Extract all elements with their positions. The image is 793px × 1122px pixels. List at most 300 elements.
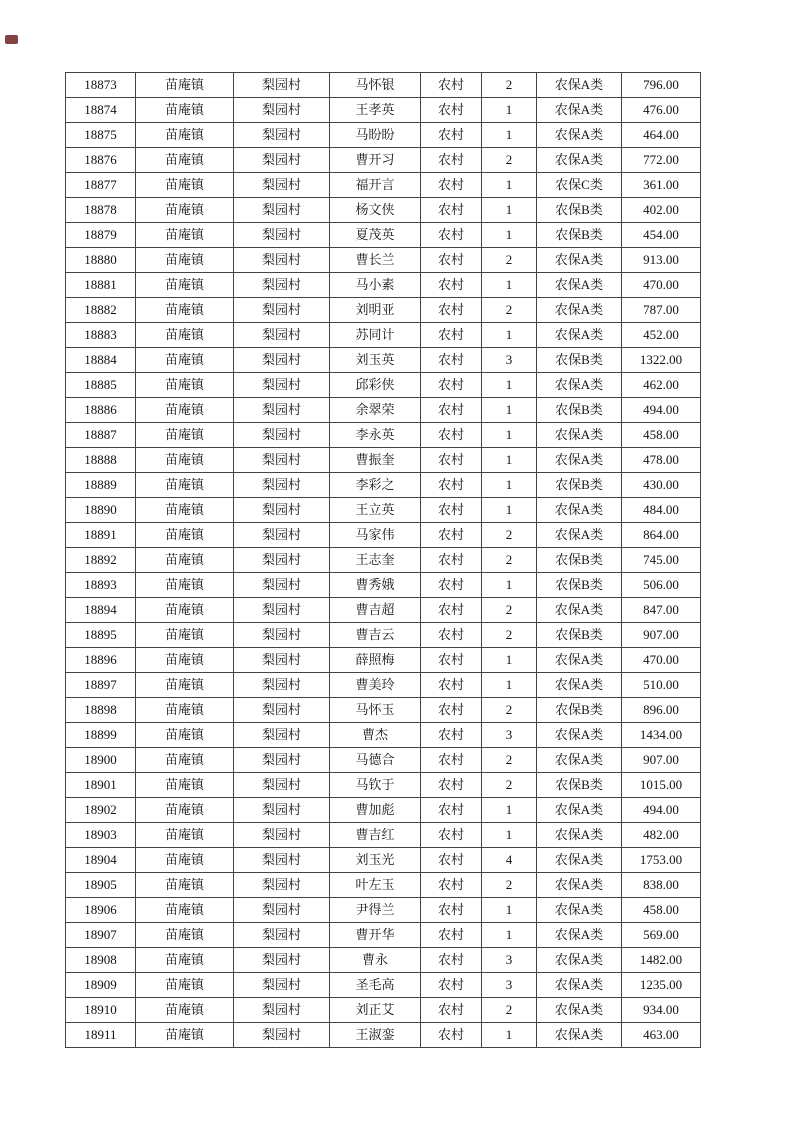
cell-town: 苗庵镇 <box>136 323 234 348</box>
cell-count: 2 <box>482 548 537 573</box>
cell-id: 18885 <box>66 373 136 398</box>
cell-town: 苗庵镇 <box>136 73 234 98</box>
cell-area_type: 农村 <box>421 773 482 798</box>
cell-town: 苗庵镇 <box>136 648 234 673</box>
cell-category: 农保B类 <box>537 198 622 223</box>
cell-village: 梨园村 <box>234 748 330 773</box>
table-row <box>66 298 701 323</box>
table-row <box>66 698 701 723</box>
cell-id: 18895 <box>66 623 136 648</box>
cell-count: 1 <box>482 823 537 848</box>
cell-amount: 470.00 <box>622 273 701 298</box>
cell-id: 18889 <box>66 473 136 498</box>
cell-amount: 1753.00 <box>622 848 701 873</box>
cell-name: 曹开习 <box>330 148 421 173</box>
cell-id: 18874 <box>66 98 136 123</box>
cell-category: 农保A类 <box>537 123 622 148</box>
cell-amount: 847.00 <box>622 598 701 623</box>
cell-amount: 452.00 <box>622 323 701 348</box>
cell-area_type: 农村 <box>421 98 482 123</box>
cell-town: 苗庵镇 <box>136 273 234 298</box>
cell-name: 曹吉超 <box>330 598 421 623</box>
cell-id: 18875 <box>66 123 136 148</box>
cell-id: 18904 <box>66 848 136 873</box>
cell-id: 18910 <box>66 998 136 1023</box>
cell-category: 农保A类 <box>537 298 622 323</box>
cell-id: 18900 <box>66 748 136 773</box>
cell-village: 梨园村 <box>234 323 330 348</box>
cell-area_type: 农村 <box>421 823 482 848</box>
table-row <box>66 398 701 423</box>
cell-category: 农保B类 <box>537 573 622 598</box>
cell-area_type: 农村 <box>421 873 482 898</box>
cell-area_type: 农村 <box>421 223 482 248</box>
cell-count: 2 <box>482 598 537 623</box>
cell-village: 梨园村 <box>234 623 330 648</box>
cell-area_type: 农村 <box>421 473 482 498</box>
cell-count: 1 <box>482 373 537 398</box>
page-corner-mark <box>5 35 18 44</box>
cell-town: 苗庵镇 <box>136 673 234 698</box>
cell-id: 18901 <box>66 773 136 798</box>
cell-id: 18893 <box>66 573 136 598</box>
cell-name: 苏同计 <box>330 323 421 348</box>
cell-category: 农保C类 <box>537 173 622 198</box>
cell-village: 梨园村 <box>234 273 330 298</box>
table-row <box>66 798 701 823</box>
cell-name: 马德合 <box>330 748 421 773</box>
cell-amount: 476.00 <box>622 98 701 123</box>
cell-id: 18881 <box>66 273 136 298</box>
table-row <box>66 423 701 448</box>
cell-town: 苗庵镇 <box>136 948 234 973</box>
cell-id: 18876 <box>66 148 136 173</box>
table-row <box>66 948 701 973</box>
cell-village: 梨园村 <box>234 598 330 623</box>
table-row <box>66 598 701 623</box>
table-row <box>66 823 701 848</box>
cell-category: 农保A类 <box>537 273 622 298</box>
cell-count: 1 <box>482 498 537 523</box>
cell-town: 苗庵镇 <box>136 248 234 273</box>
cell-town: 苗庵镇 <box>136 873 234 898</box>
cell-id: 18907 <box>66 923 136 948</box>
cell-count: 3 <box>482 948 537 973</box>
cell-name: 马怀银 <box>330 73 421 98</box>
cell-category: 农保A类 <box>537 823 622 848</box>
cell-village: 梨园村 <box>234 573 330 598</box>
cell-village: 梨园村 <box>234 948 330 973</box>
cell-amount: 494.00 <box>622 798 701 823</box>
cell-amount: 1235.00 <box>622 973 701 998</box>
cell-count: 1 <box>482 923 537 948</box>
cell-amount: 1434.00 <box>622 723 701 748</box>
cell-count: 2 <box>482 248 537 273</box>
table-row <box>66 473 701 498</box>
cell-area_type: 农村 <box>421 998 482 1023</box>
cell-count: 1 <box>482 1023 537 1048</box>
cell-area_type: 农村 <box>421 748 482 773</box>
cell-village: 梨园村 <box>234 98 330 123</box>
cell-area_type: 农村 <box>421 948 482 973</box>
cell-town: 苗庵镇 <box>136 98 234 123</box>
cell-area_type: 农村 <box>421 348 482 373</box>
cell-area_type: 农村 <box>421 848 482 873</box>
cell-village: 梨园村 <box>234 223 330 248</box>
table-body <box>66 73 701 1048</box>
table-row <box>66 73 701 98</box>
cell-id: 18887 <box>66 423 136 448</box>
cell-count: 1 <box>482 573 537 598</box>
cell-town: 苗庵镇 <box>136 423 234 448</box>
cell-name: 王淑銮 <box>330 1023 421 1048</box>
cell-amount: 838.00 <box>622 873 701 898</box>
cell-name: 马家伟 <box>330 523 421 548</box>
cell-name: 李彩之 <box>330 473 421 498</box>
cell-name: 叶左玉 <box>330 873 421 898</box>
cell-count: 2 <box>482 148 537 173</box>
table-row <box>66 98 701 123</box>
cell-village: 梨园村 <box>234 798 330 823</box>
cell-amount: 484.00 <box>622 498 701 523</box>
cell-count: 1 <box>482 448 537 473</box>
cell-category: 农保A类 <box>537 98 622 123</box>
cell-area_type: 农村 <box>421 373 482 398</box>
cell-count: 2 <box>482 873 537 898</box>
table-row <box>66 923 701 948</box>
cell-name: 曹振奎 <box>330 448 421 473</box>
cell-amount: 907.00 <box>622 748 701 773</box>
cell-amount: 1322.00 <box>622 348 701 373</box>
cell-town: 苗庵镇 <box>136 598 234 623</box>
cell-name: 尹得兰 <box>330 898 421 923</box>
table-row <box>66 898 701 923</box>
cell-name: 王立英 <box>330 498 421 523</box>
cell-village: 梨园村 <box>234 923 330 948</box>
cell-id: 18898 <box>66 698 136 723</box>
cell-amount: 506.00 <box>622 573 701 598</box>
cell-name: 夏茂英 <box>330 223 421 248</box>
cell-amount: 454.00 <box>622 223 701 248</box>
cell-id: 18909 <box>66 973 136 998</box>
cell-area_type: 农村 <box>421 798 482 823</box>
cell-name: 杨文侠 <box>330 198 421 223</box>
cell-area_type: 农村 <box>421 1023 482 1048</box>
cell-id: 18896 <box>66 648 136 673</box>
cell-area_type: 农村 <box>421 498 482 523</box>
cell-name: 圣毛高 <box>330 973 421 998</box>
cell-area_type: 农村 <box>421 548 482 573</box>
cell-town: 苗庵镇 <box>136 298 234 323</box>
cell-area_type: 农村 <box>421 623 482 648</box>
table-row <box>66 273 701 298</box>
cell-area_type: 农村 <box>421 123 482 148</box>
table-row <box>66 173 701 198</box>
cell-amount: 430.00 <box>622 473 701 498</box>
cell-count: 3 <box>482 973 537 998</box>
cell-town: 苗庵镇 <box>136 173 234 198</box>
cell-amount: 796.00 <box>622 73 701 98</box>
cell-amount: 934.00 <box>622 998 701 1023</box>
cell-category: 农保A类 <box>537 948 622 973</box>
cell-town: 苗庵镇 <box>136 498 234 523</box>
cell-name: 马盼盼 <box>330 123 421 148</box>
subsidy-table <box>65 72 701 1048</box>
cell-category: 农保A类 <box>537 1023 622 1048</box>
cell-amount: 361.00 <box>622 173 701 198</box>
cell-category: 农保A类 <box>537 798 622 823</box>
cell-category: 农保A类 <box>537 448 622 473</box>
cell-amount: 463.00 <box>622 1023 701 1048</box>
cell-village: 梨园村 <box>234 998 330 1023</box>
table-row <box>66 548 701 573</box>
cell-name: 曹美玲 <box>330 673 421 698</box>
cell-area_type: 农村 <box>421 448 482 473</box>
cell-count: 2 <box>482 298 537 323</box>
cell-category: 农保B类 <box>537 548 622 573</box>
cell-id: 18892 <box>66 548 136 573</box>
cell-count: 2 <box>482 623 537 648</box>
cell-area_type: 农村 <box>421 648 482 673</box>
cell-count: 3 <box>482 348 537 373</box>
table-row <box>66 873 701 898</box>
cell-town: 苗庵镇 <box>136 998 234 1023</box>
cell-village: 梨园村 <box>234 198 330 223</box>
cell-village: 梨园村 <box>234 523 330 548</box>
cell-category: 农保A类 <box>537 523 622 548</box>
cell-amount: 458.00 <box>622 898 701 923</box>
cell-name: 邱彩侠 <box>330 373 421 398</box>
cell-count: 1 <box>482 198 537 223</box>
cell-category: 农保A类 <box>537 873 622 898</box>
cell-count: 1 <box>482 648 537 673</box>
cell-village: 梨园村 <box>234 148 330 173</box>
cell-village: 梨园村 <box>234 673 330 698</box>
cell-id: 18877 <box>66 173 136 198</box>
cell-name: 曹长兰 <box>330 248 421 273</box>
cell-town: 苗庵镇 <box>136 223 234 248</box>
cell-village: 梨园村 <box>234 348 330 373</box>
cell-name: 刘玉光 <box>330 848 421 873</box>
cell-town: 苗庵镇 <box>136 548 234 573</box>
cell-id: 18902 <box>66 798 136 823</box>
cell-town: 苗庵镇 <box>136 473 234 498</box>
cell-amount: 907.00 <box>622 623 701 648</box>
cell-area_type: 农村 <box>421 398 482 423</box>
cell-id: 18890 <box>66 498 136 523</box>
cell-amount: 462.00 <box>622 373 701 398</box>
cell-area_type: 农村 <box>421 523 482 548</box>
cell-name: 刘明亚 <box>330 298 421 323</box>
cell-name: 福开言 <box>330 173 421 198</box>
cell-id: 18891 <box>66 523 136 548</box>
cell-town: 苗庵镇 <box>136 823 234 848</box>
cell-area_type: 农村 <box>421 198 482 223</box>
cell-category: 农保A类 <box>537 648 622 673</box>
cell-id: 18882 <box>66 298 136 323</box>
cell-category: 农保A类 <box>537 973 622 998</box>
cell-name: 曹永 <box>330 948 421 973</box>
cell-id: 18903 <box>66 823 136 848</box>
cell-amount: 772.00 <box>622 148 701 173</box>
cell-name: 曹杰 <box>330 723 421 748</box>
cell-village: 梨园村 <box>234 823 330 848</box>
cell-town: 苗庵镇 <box>136 573 234 598</box>
cell-area_type: 农村 <box>421 173 482 198</box>
cell-town: 苗庵镇 <box>136 773 234 798</box>
cell-category: 农保B类 <box>537 348 622 373</box>
table-row <box>66 223 701 248</box>
table-row <box>66 498 701 523</box>
cell-amount: 1015.00 <box>622 773 701 798</box>
cell-id: 18906 <box>66 898 136 923</box>
cell-town: 苗庵镇 <box>136 148 234 173</box>
cell-village: 梨园村 <box>234 423 330 448</box>
cell-id: 18905 <box>66 873 136 898</box>
cell-town: 苗庵镇 <box>136 123 234 148</box>
table-row <box>66 248 701 273</box>
cell-amount: 510.00 <box>622 673 701 698</box>
table-row <box>66 573 701 598</box>
cell-amount: 470.00 <box>622 648 701 673</box>
cell-category: 农保A类 <box>537 923 622 948</box>
table-row <box>66 198 701 223</box>
cell-amount: 402.00 <box>622 198 701 223</box>
cell-village: 梨园村 <box>234 898 330 923</box>
cell-category: 农保A类 <box>537 323 622 348</box>
cell-count: 2 <box>482 998 537 1023</box>
cell-category: 农保A类 <box>537 748 622 773</box>
cell-town: 苗庵镇 <box>136 373 234 398</box>
cell-count: 1 <box>482 473 537 498</box>
cell-amount: 464.00 <box>622 123 701 148</box>
cell-amount: 482.00 <box>622 823 701 848</box>
cell-id: 18888 <box>66 448 136 473</box>
cell-village: 梨园村 <box>234 973 330 998</box>
cell-category: 农保A类 <box>537 148 622 173</box>
table-row <box>66 123 701 148</box>
cell-area_type: 农村 <box>421 923 482 948</box>
cell-name: 刘玉英 <box>330 348 421 373</box>
cell-village: 梨园村 <box>234 1023 330 1048</box>
cell-area_type: 农村 <box>421 248 482 273</box>
cell-count: 1 <box>482 898 537 923</box>
cell-area_type: 农村 <box>421 573 482 598</box>
table-row <box>66 848 701 873</box>
cell-count: 1 <box>482 423 537 448</box>
cell-count: 3 <box>482 723 537 748</box>
cell-town: 苗庵镇 <box>136 523 234 548</box>
cell-category: 农保A类 <box>537 998 622 1023</box>
cell-id: 18911 <box>66 1023 136 1048</box>
cell-name: 曹吉红 <box>330 823 421 848</box>
cell-category: 农保B类 <box>537 773 622 798</box>
cell-area_type: 农村 <box>421 673 482 698</box>
cell-area_type: 农村 <box>421 273 482 298</box>
cell-count: 2 <box>482 73 537 98</box>
cell-village: 梨园村 <box>234 548 330 573</box>
cell-town: 苗庵镇 <box>136 923 234 948</box>
cell-id: 18878 <box>66 198 136 223</box>
cell-name: 王志奎 <box>330 548 421 573</box>
cell-category: 农保B类 <box>537 623 622 648</box>
cell-town: 苗庵镇 <box>136 973 234 998</box>
cell-count: 2 <box>482 773 537 798</box>
cell-village: 梨园村 <box>234 73 330 98</box>
cell-id: 18894 <box>66 598 136 623</box>
cell-amount: 494.00 <box>622 398 701 423</box>
cell-count: 1 <box>482 223 537 248</box>
table-row <box>66 1023 701 1048</box>
cell-count: 1 <box>482 673 537 698</box>
cell-name: 马怀玉 <box>330 698 421 723</box>
cell-count: 1 <box>482 323 537 348</box>
cell-name: 李永英 <box>330 423 421 448</box>
table-row <box>66 773 701 798</box>
cell-count: 2 <box>482 748 537 773</box>
cell-id: 18883 <box>66 323 136 348</box>
cell-village: 梨园村 <box>234 123 330 148</box>
cell-name: 马小素 <box>330 273 421 298</box>
cell-area_type: 农村 <box>421 423 482 448</box>
cell-town: 苗庵镇 <box>136 348 234 373</box>
cell-id: 18884 <box>66 348 136 373</box>
table-row <box>66 148 701 173</box>
cell-category: 农保B类 <box>537 398 622 423</box>
cell-amount: 864.00 <box>622 523 701 548</box>
cell-area_type: 农村 <box>421 73 482 98</box>
cell-village: 梨园村 <box>234 648 330 673</box>
table-row <box>66 723 701 748</box>
cell-count: 1 <box>482 798 537 823</box>
cell-town: 苗庵镇 <box>136 698 234 723</box>
cell-id: 18873 <box>66 73 136 98</box>
cell-id: 18880 <box>66 248 136 273</box>
cell-category: 农保A类 <box>537 723 622 748</box>
cell-village: 梨园村 <box>234 298 330 323</box>
cell-village: 梨园村 <box>234 698 330 723</box>
cell-name: 曹秀娥 <box>330 573 421 598</box>
cell-village: 梨园村 <box>234 173 330 198</box>
cell-town: 苗庵镇 <box>136 723 234 748</box>
cell-count: 1 <box>482 173 537 198</box>
cell-category: 农保B类 <box>537 223 622 248</box>
cell-category: 农保A类 <box>537 248 622 273</box>
cell-amount: 745.00 <box>622 548 701 573</box>
cell-name: 马钦于 <box>330 773 421 798</box>
cell-category: 农保A类 <box>537 498 622 523</box>
cell-name: 曹加彪 <box>330 798 421 823</box>
cell-category: 农保A类 <box>537 373 622 398</box>
cell-category: 农保B类 <box>537 698 622 723</box>
cell-count: 1 <box>482 398 537 423</box>
cell-name: 曹吉云 <box>330 623 421 648</box>
cell-category: 农保B类 <box>537 473 622 498</box>
cell-area_type: 农村 <box>421 598 482 623</box>
cell-village: 梨园村 <box>234 373 330 398</box>
table-row <box>66 973 701 998</box>
cell-town: 苗庵镇 <box>136 198 234 223</box>
cell-amount: 478.00 <box>622 448 701 473</box>
cell-village: 梨园村 <box>234 873 330 898</box>
table-row <box>66 348 701 373</box>
table-row <box>66 323 701 348</box>
cell-name: 王孝英 <box>330 98 421 123</box>
table-row <box>66 748 701 773</box>
cell-town: 苗庵镇 <box>136 848 234 873</box>
cell-name: 薛照梅 <box>330 648 421 673</box>
cell-area_type: 农村 <box>421 323 482 348</box>
